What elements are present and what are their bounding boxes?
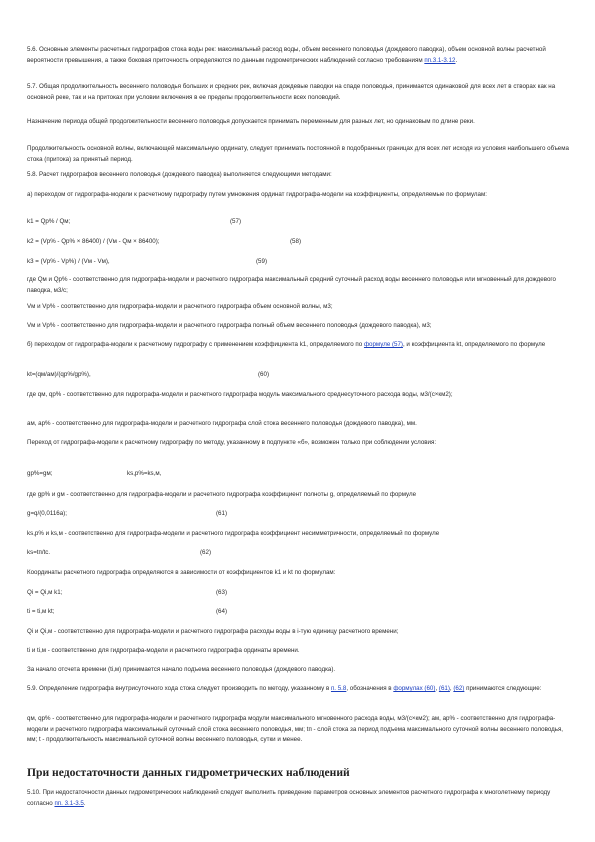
link-formula-61[interactable]: (61) [438, 685, 450, 692]
formula-59: k3 = (Vp% - Vp%) / (Vм - Vм), [27, 258, 110, 265]
paragraph-coordinates: Координаты расчетного гидрографа определяются в зависимости от коэффициентов k1 и kt по формулам: [27, 569, 336, 576]
formula-64-number: (64) [216, 608, 228, 615]
formula-62: ks=tп/tс. [27, 549, 51, 556]
paragraph-5-6: 5.6. Основные элементы расчетных гидрографов стока воды рек: максимальный расход воды, объем весеннего половодья (дождевого паводка), объем основной волны расчетной вероятности превышения, а также боковая приточность определяются по данным гидрометрических наблюдений согласно требованиям пп.3.1-3.12. [27, 46, 546, 64]
link-formula-57[interactable]: формуле (57) [363, 341, 403, 348]
formula-63-number: (63) [216, 589, 228, 596]
paragraph-where-ti: ti и ti,м - соответственно для гидрографа-модели и расчетного гидрографа ординаты времени. [27, 647, 300, 654]
formula-57: k1 = Qp% / Qм; [27, 218, 71, 225]
formula-62-number: (62) [200, 549, 212, 556]
link-formula-60[interactable]: формулах (60) [393, 685, 436, 692]
formula-59-number: (59) [256, 258, 268, 265]
paragraph-where-internal: qм, qp% - соответственно для гидрографа-модели и расчетного гидрографа модули максимального мгновенного расхода воды, м3/(с×км2); aм, ap% - соответственно для гидрографа-модели и расчетного гидрографа максимальный суточный слой стока весеннего половодья, мм; tп - слой стока за период подъема максимального суточной волны весеннего половодья, мм; t - продолжительность максимальной суточной волны весеннего половодья, сутки и менее. [27, 715, 564, 744]
formula-61-number: (61) [216, 510, 228, 517]
link-p-5-8[interactable]: п. 5.8 [330, 685, 347, 692]
paragraph-time-origin: За начало отсчета времени (ti,м) принимается начало подъема весеннего половодья (дождевого паводка). [27, 666, 336, 673]
paragraph-where-v-main: Vм и Vp% - соответственно для гидрографа-модели и расчетного гидрографа объем основной волны, м3; [27, 303, 333, 310]
formula-58-number: (58) [290, 238, 302, 245]
paragraph-5-8: 5.8. Расчет гидрографов весеннего половодья (дождевого паводка) выполняется следующими методами: [27, 171, 332, 178]
paragraph-where-g: где gp% и gм - соответственно для гидрографа-модели и расчетного гидрографа коэффициент полноты g, определяемый по формуле [27, 491, 417, 498]
formula-63: Qi = Qi,м k1; [27, 589, 63, 596]
formula-condition-ks: ks,p%=ks,м, [127, 470, 162, 477]
paragraph-period: Назначение периода общей продолжительности весеннего половодья допускается принимать переменным для разных лет, но одинаковым по длине реки. [27, 118, 475, 125]
paragraph-5-7: 5.7. Общая продолжительность весеннего половодья больших и средних рек, включая дождевые паводки на спаде половодья, принимается одинаковой для всех лет в створах как на основной реке, так и на притоках при условии включения в ее пределы продолжительности всех половодий. [27, 83, 556, 101]
paragraph-5-9: 5.9. Определение гидрографа внутрисуточного хода стока следует производить по методу, указанному в п. 5.8, обозначения в формулах (60), (61), (62) принимаются следующие: [27, 685, 542, 692]
paragraph-where-a: aм, ap% - соответственно для гидрографа-модели и расчетного гидрографа слой стока весеннего половодья (дождевого паводка), мм. [27, 420, 417, 427]
section-heading: При недостаточности данных гидрометрических наблюдений [27, 766, 350, 779]
paragraph-where-qi: Qi и Qi,м - соответственно для гидрографа-модели и расчетного гидрографа расходы воды в i-тую единицу расчетного времени; [27, 628, 399, 635]
formula-58: k2 = (Vp% - Qp% × 86400) / (Vм - Qм × 86400); [27, 238, 160, 245]
paragraph-method-b: б) переходом от гидрографа-модели к расчетному гидрографу с применением коэффициента k1, определяемого по формуле (57), и коэффициента kt, определяемого по формуле [27, 341, 546, 348]
formula-57-number: (57) [230, 218, 242, 225]
paragraph-method-a: а) переходом от гидрографа-модели к расчетному гидрографу путем умножения ординат гидрографа-модели на коэффициенты, определяемые по формулам: [27, 191, 487, 198]
link-formula-62[interactable]: (62) [453, 685, 465, 692]
formula-condition-g: gp%=gм; [27, 470, 53, 477]
paragraph-5-10: 5.10. При недостаточности данных гидрометрических наблюдений следует выполнить приведение параметров основных элементов расчетного гидрографа к многолетнему периоду согласно пп. 3.1-3.5. [27, 789, 551, 807]
formula-64: ti = ti,м kt; [27, 608, 55, 615]
paragraph-where-q-modules: где qм, qp% - соответственно для гидрографа-модели и расчетного гидрографа модуль максимального среднесуточного расхода воды, м3/(с×км2); [27, 391, 453, 398]
link-pp-3-1-3-5[interactable]: пп. 3.1-3.5 [54, 799, 84, 807]
formula-60-number: (60) [258, 371, 270, 378]
paragraph-where-q: где Qм и Qp% - соответственно для гидрографа-модели и расчетного гидрографа максимальный средний суточный расход воды весеннего половодья или мгновенный для дождевого паводка, м3/с; [27, 276, 556, 294]
paragraph-duration: Продолжительность основной волны, включающей максимальную ординату, следует принимать постоянной в подобранных границах для всех лет исходя из условия наибольшего объема стока (притока) за принятый период. [27, 145, 569, 163]
paragraph-where-ks: ks,p% и ks,м - соответственно для гидрографа-модели и расчетного гидрографа коэффициент несимметричности, определяемый по формуле [27, 530, 440, 537]
link-pp-3-1-3-12[interactable]: пп.3.1-3.12 [424, 56, 456, 64]
paragraph-where-v-total: Vм и Vp% - соответственно для гидрографа-модели и расчетного гидрографа полный объем весеннего половодья (дождевого паводка), м3; [27, 322, 432, 329]
formula-60: kt=(qм/aм)/(qp%/gp%), [27, 371, 91, 378]
formula-61: g=q/(0,0116a); [27, 510, 67, 517]
paragraph-condition: Переход от гидрографа-модели к расчетному гидрографу по методу, указанному в подпункте «б», возможен только при соблюдении условия: [27, 439, 437, 446]
